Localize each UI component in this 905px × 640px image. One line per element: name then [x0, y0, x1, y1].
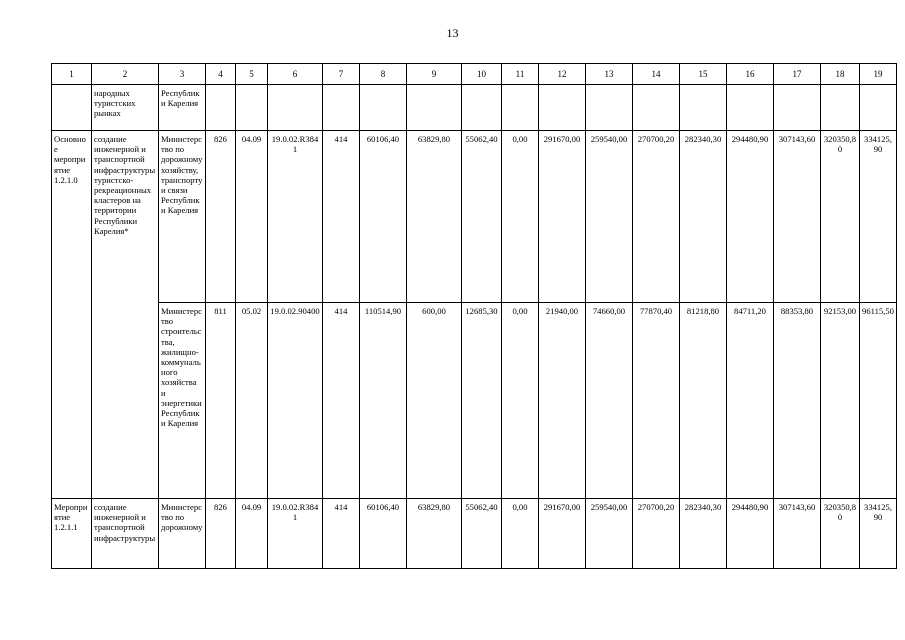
- executor-cell: Министерство по дорожному хозяйству, транспорту и связи Республики Карелия: [159, 131, 206, 303]
- column-number: 6: [268, 64, 323, 85]
- value-cell: 294480,90: [727, 131, 774, 303]
- column-number: 14: [633, 64, 680, 85]
- column-number: 18: [821, 64, 860, 85]
- table-row: [52, 131, 897, 303]
- table-cell: [821, 85, 860, 131]
- column-number: 4: [206, 64, 236, 85]
- executor-cell: Республики Карелия: [159, 85, 206, 131]
- value-cell: 259540,00: [586, 131, 633, 303]
- column-number: 9: [407, 64, 462, 85]
- table-cell: [206, 85, 236, 131]
- value-cell: 110514,90: [360, 303, 407, 499]
- column-number: 16: [727, 64, 774, 85]
- event-name-cell: создание инженерной и транспортной инфраструктуры: [92, 499, 159, 569]
- value-cell: 63829,80: [407, 131, 462, 303]
- value-cell: 282340,30: [680, 499, 727, 569]
- event-name-cell: создание инженерной и транспортной инфраструктуры туристско-рекреационных кластеров на территории Республики Карелия*: [92, 131, 159, 499]
- table-cell: [586, 85, 633, 131]
- value-cell: 0,00: [502, 499, 539, 569]
- value-cell: 74660,00: [586, 303, 633, 499]
- column-number: 2: [92, 64, 159, 85]
- value-cell: 334125,90: [860, 499, 897, 569]
- value-cell: 05.02: [236, 303, 268, 499]
- value-cell: 270700,20: [633, 131, 680, 303]
- value-cell: 307143,60: [774, 499, 821, 569]
- column-number: 12: [539, 64, 586, 85]
- column-number: 1: [52, 64, 92, 85]
- table-cell: [727, 85, 774, 131]
- column-number: 15: [680, 64, 727, 85]
- column-number: 11: [502, 64, 539, 85]
- value-cell: 81218,80: [680, 303, 727, 499]
- table-cell: [633, 85, 680, 131]
- value-cell: 291670,00: [539, 131, 586, 303]
- value-cell: 63829,80: [407, 499, 462, 569]
- column-number: 19: [860, 64, 897, 85]
- column-number: 10: [462, 64, 502, 85]
- table-cell: [52, 85, 92, 131]
- value-cell: 294480,90: [727, 499, 774, 569]
- value-cell: 0,00: [502, 131, 539, 303]
- value-cell: 826: [206, 499, 236, 569]
- table-row: [52, 499, 897, 569]
- executor-cell: Министерство по дорожному: [159, 499, 206, 569]
- value-cell: 96115,50: [860, 303, 897, 499]
- event-name-cell: народных туристских рынках: [92, 85, 159, 131]
- value-cell: 60106,40: [360, 131, 407, 303]
- column-number: 7: [323, 64, 360, 85]
- value-cell: 320350,80: [821, 131, 860, 303]
- column-number-row: [52, 64, 897, 85]
- value-cell: 282340,30: [680, 131, 727, 303]
- value-cell: 259540,00: [586, 499, 633, 569]
- value-cell: 12685,30: [462, 303, 502, 499]
- executor-cell: Министерство строительства, жилищно-коммунального хозяйства и энергетики Республики Карелия: [159, 303, 206, 499]
- table-cell: [236, 85, 268, 131]
- table-cell: [323, 85, 360, 131]
- column-number: 8: [360, 64, 407, 85]
- value-cell: 414: [323, 303, 360, 499]
- value-cell: 0,00: [502, 303, 539, 499]
- continuation-row: [52, 85, 897, 131]
- table-cell: [407, 85, 462, 131]
- value-cell: 270700,20: [633, 499, 680, 569]
- value-cell: 92153,00: [821, 303, 860, 499]
- column-number: 3: [159, 64, 206, 85]
- table-cell: [268, 85, 323, 131]
- value-cell: 84711,20: [727, 303, 774, 499]
- budget-table: [51, 63, 897, 569]
- value-cell: 414: [323, 131, 360, 303]
- value-cell: 811: [206, 303, 236, 499]
- value-cell: 60106,40: [360, 499, 407, 569]
- table-cell: [539, 85, 586, 131]
- table-cell: [462, 85, 502, 131]
- column-number: 13: [586, 64, 633, 85]
- value-cell: 334125,90: [860, 131, 897, 303]
- table-cell: [502, 85, 539, 131]
- value-cell: 826: [206, 131, 236, 303]
- value-cell: 19.0.02.R3841: [268, 499, 323, 569]
- value-cell: 291670,00: [539, 499, 586, 569]
- value-cell: 55062,40: [462, 499, 502, 569]
- table-cell: [360, 85, 407, 131]
- value-cell: 19.0.02.90400: [268, 303, 323, 499]
- value-cell: 19.0.02.R3841: [268, 131, 323, 303]
- value-cell: 04.09: [236, 499, 268, 569]
- column-number: 17: [774, 64, 821, 85]
- table-cell: [774, 85, 821, 131]
- event-id-cell: Основное мероприятие 1.2.1.0: [52, 131, 92, 499]
- value-cell: 04.09: [236, 131, 268, 303]
- value-cell: 600,00: [407, 303, 462, 499]
- table-cell: [680, 85, 727, 131]
- value-cell: 77870,40: [633, 303, 680, 499]
- value-cell: 55062,40: [462, 131, 502, 303]
- value-cell: 307143,60: [774, 131, 821, 303]
- value-cell: 88353,80: [774, 303, 821, 499]
- column-number: 5: [236, 64, 268, 85]
- value-cell: 414: [323, 499, 360, 569]
- event-id-cell: Мероприятие 1.2.1.1: [52, 499, 92, 569]
- value-cell: 21940,00: [539, 303, 586, 499]
- value-cell: 320350,80: [821, 499, 860, 569]
- table-row: [52, 303, 897, 499]
- table-cell: [860, 85, 897, 131]
- page-number: 13: [446, 26, 459, 40]
